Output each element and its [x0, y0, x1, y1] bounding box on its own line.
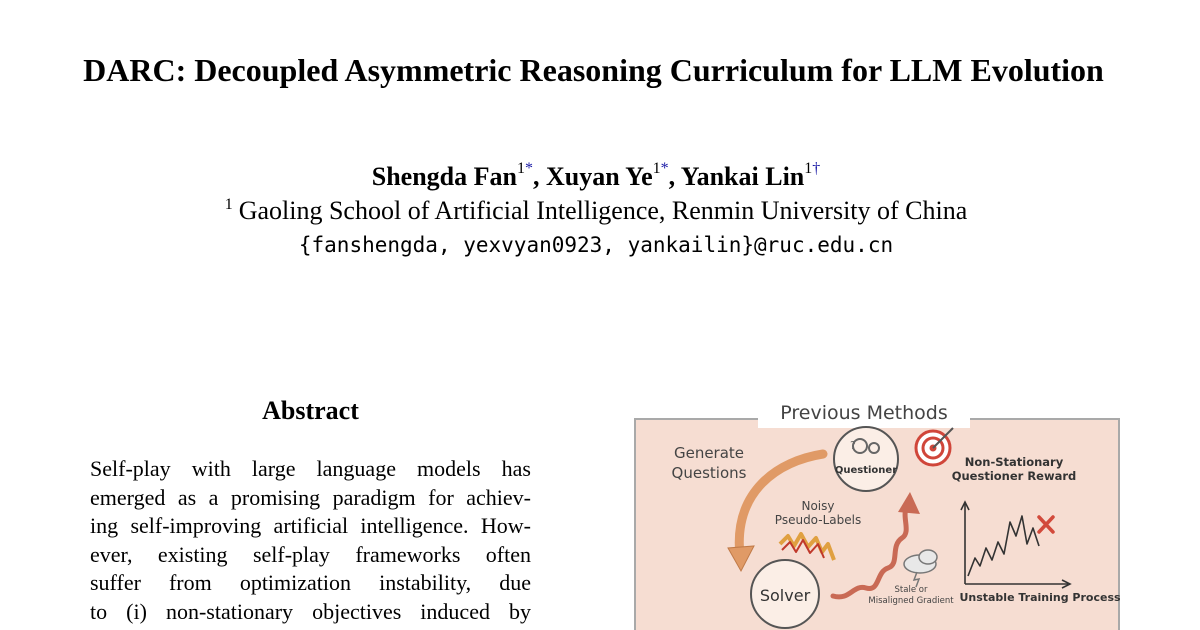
- question-mark-icon: ?: [850, 439, 856, 452]
- unstable-training-label: Unstable Training Process: [959, 591, 1121, 604]
- abstract-line: ever, existing self-play frameworks often: [90, 541, 531, 567]
- author-name: Xuyan Ye: [545, 162, 653, 191]
- abstract-line: Self-play with large language models has: [90, 456, 531, 481]
- generate-questions-label: Generate: [673, 444, 745, 462]
- author-affiliation-mark: 1*: [516, 160, 533, 178]
- questioner-label: Questioner: [834, 465, 898, 476]
- abstract-line: to (i) non-stationary objectives induced by: [90, 598, 531, 624]
- author-emails: {fanshengda, yexvyan0923, yankailin}@ruc.edu.cn: [298, 233, 894, 257]
- solver-label: Solver: [759, 586, 811, 605]
- panel-title: Previous Methods: [780, 402, 948, 424]
- abstract-line: ing self-improving artificial intelligence. How-: [90, 513, 531, 539]
- noisy-label: Noisy: [801, 499, 835, 513]
- abstract-line: emerged as a promising paradigm for achiev-: [90, 484, 531, 510]
- previous-methods-figure: [628, 396, 1128, 630]
- target-icon: [916, 428, 953, 465]
- abstract-heading: Abstract: [262, 396, 359, 425]
- author-name: Shengda Fan: [371, 162, 517, 191]
- affiliation: [0, 196, 1192, 226]
- stale-gradient-label: Misaligned Gradient: [868, 596, 954, 606]
- author-affiliation-mark: 1*: [652, 160, 669, 178]
- abstract-body: [90, 455, 531, 627]
- paper-title: DARC: Decoupled Asymmetric Reasoning Curriculum for LLM Evolution: [83, 52, 1104, 88]
- author-list: Shengda Fan$^{1*}$, Xuyan $Ye^{1*}$, Yankai Lin$^{1\dagger}$: [371, 160, 821, 191]
- reward-label: Questioner Reward: [951, 469, 1077, 483]
- affiliation-text: Gaoling School of Artificial Intelligence, Renmin University of China: [238, 196, 968, 225]
- author-name: Yankai Lin: [680, 162, 805, 191]
- generate-questions-label: Questions: [671, 464, 747, 482]
- abstract-line: suffer from optimization instability, due: [90, 570, 531, 596]
- reward-label: Non-Stationary: [964, 455, 1064, 469]
- questioner-node: [834, 427, 898, 491]
- affiliation-number: 1: [224, 196, 233, 214]
- author-affiliation-mark: 1†: [804, 160, 821, 178]
- noisy-label: Pseudo-Labels: [774, 513, 862, 527]
- stale-gradient-label: Stale or: [894, 585, 928, 595]
